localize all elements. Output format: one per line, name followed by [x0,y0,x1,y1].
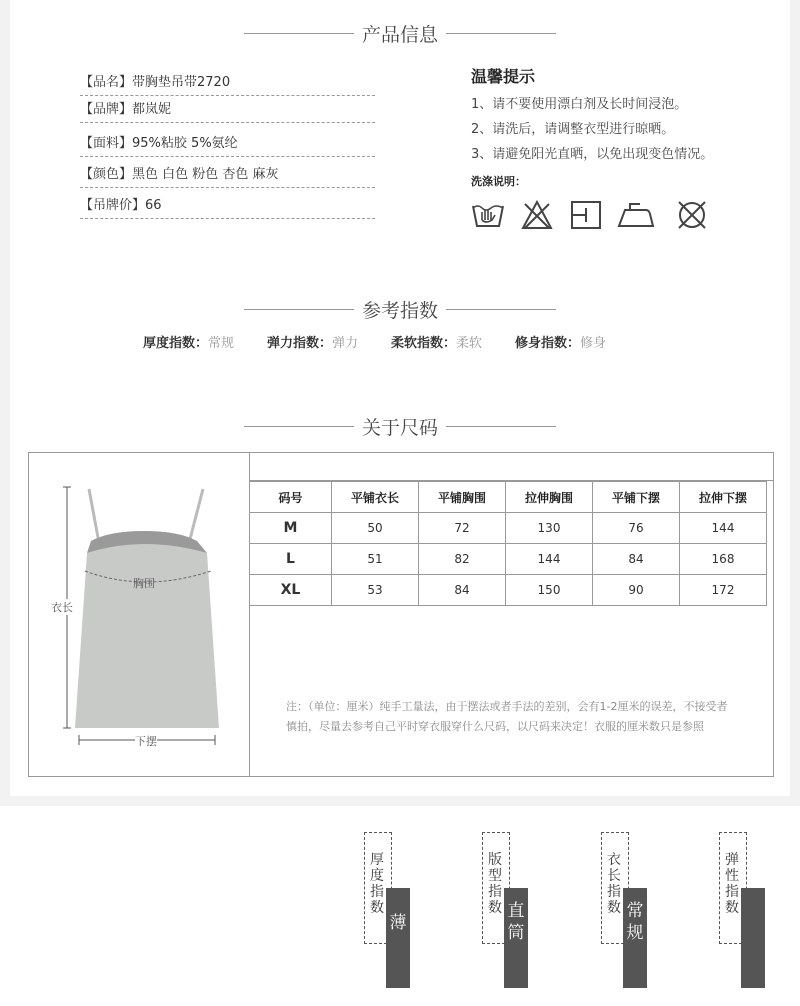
card-value: 常规 [623,888,647,988]
info-value: 66 [145,198,162,213]
thickness-index [143,332,234,351]
no-dry-clean-icon [675,198,709,232]
table-cell: XL [250,575,332,606]
table-cell: 172 [680,575,767,606]
tip-item: 3、请避免阳光直晒，以免出现变色情况。 [471,147,714,162]
table-cell: 84 [419,575,506,606]
card-value: 直筒 [504,888,528,988]
table-header: 码号 [250,482,332,513]
table-cell: 150 [506,575,593,606]
table-cell: M [250,513,332,544]
table-cell: 168 [680,544,767,575]
info-row-color [80,163,375,188]
size-table [249,481,767,606]
tip-item: 1、请不要使用漂白剂及长时间浸泡。 [471,97,688,112]
dry-flat-icon [569,198,603,232]
card-label: 版型指数 [488,852,502,916]
table-cell: 50 [332,513,419,544]
info-label: 【品名】 [80,75,133,90]
index-label: 弹力指数： [267,336,333,351]
index-value: 常规 [208,336,235,351]
index-value: 柔软 [456,336,483,351]
wash-label: 洗涤说明： [471,175,526,188]
iron-icon [616,198,656,232]
table-header: 平铺下摆 [593,482,680,513]
table-cell: 82 [419,544,506,575]
table-header: 平铺胸围 [419,482,506,513]
length-label: 衣长 [51,601,73,614]
fit-index [515,332,606,351]
table-cell: 51 [332,544,419,575]
info-value: 95%粘胶 5%氨纶 [132,136,238,151]
softness-index [391,332,482,351]
index-label: 柔软指数： [391,336,457,351]
index-label: 修身指数： [515,336,581,351]
index-value: 弹力 [332,336,359,351]
table-row [250,513,767,544]
index-value: 修身 [580,336,607,351]
info-label: 【品牌】 [80,102,133,117]
info-row-name [80,71,375,96]
table-cell: 90 [593,575,680,606]
info-value: 都岚妮 [132,102,172,117]
garment-diagram [29,453,250,776]
product-info-title-text: 产品信息 [361,24,438,46]
info-label: 【吊牌价】 [80,198,146,213]
reference-title [0,296,800,323]
table-row [250,544,767,575]
size-title-text: 关于尺码 [361,417,438,439]
tip-item: 2、请洗后，请调整衣型进行晾晒。 [471,122,675,137]
info-row-price [80,194,375,219]
product-info-title [0,20,800,47]
index-label: 厚度指数： [143,336,209,351]
info-label: 【面料】 [80,136,133,151]
table-header: 平铺衣长 [332,482,419,513]
table-cell: 144 [680,513,767,544]
card-value: 薄 [386,888,410,988]
no-bleach-icon [520,198,554,232]
table-row [250,575,767,606]
chest-label: 胸围 [133,577,155,590]
info-label: 【颜色】 [80,167,133,182]
card-label: 衣长指数 [607,852,621,916]
size-title [0,413,800,440]
table-header: 拉伸胸围 [506,482,593,513]
reference-title-text: 参考指数 [361,300,438,322]
size-note: 注：（单位：厘米）纯手工量法，由于摆法或者手法的差别，会有1-2厘米的误差，不接受者慎拍，尽量去参考自己平时穿衣服穿什么尺码，以尺码来决定！衣服的厘米数只是参照 [286,700,728,733]
info-row-fabric [80,132,375,157]
table-cell: 76 [593,513,680,544]
elasticity-index [267,332,358,351]
card-label: 弹性指数 [725,852,739,916]
table-cell: 72 [419,513,506,544]
info-value: 黑色 白色 粉色 杏色 麻灰 [132,167,279,182]
table-header-row [250,482,767,513]
table-cell: 53 [332,575,419,606]
card-value [741,888,765,988]
size-table-header-bar [250,453,773,481]
table-cell: 144 [506,544,593,575]
hem-label: 下摆 [135,735,157,748]
hand-wash-icon [471,198,505,232]
card-label: 厚度指数 [370,852,384,916]
table-cell: 84 [593,544,680,575]
info-row-brand [80,98,375,123]
table-cell: L [250,544,332,575]
table-cell: 130 [506,513,593,544]
info-value: 带胸垫吊带2720 [132,75,231,90]
tips-title: 温馨提示 [471,67,536,86]
table-header: 拉伸下摆 [680,482,767,513]
